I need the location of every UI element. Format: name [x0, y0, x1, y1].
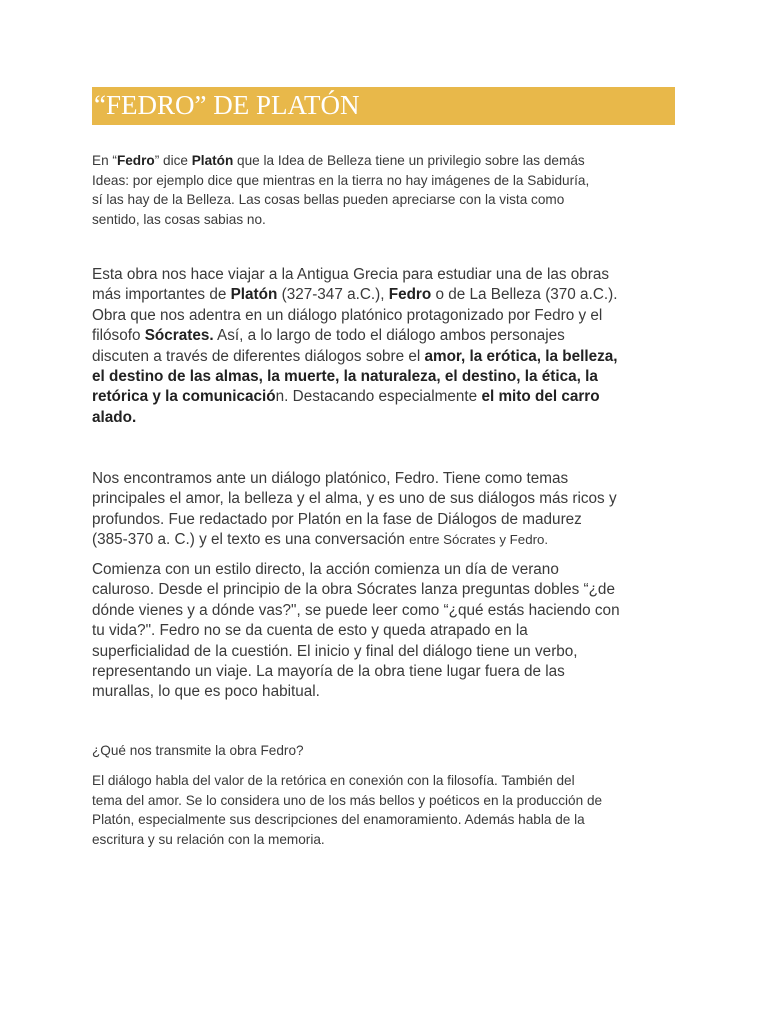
conclusion-paragraph [92, 771, 602, 849]
text-line: En “Fedro” dice Platón que la Idea de Belleza tiene un privilegio sobre las demás [92, 153, 585, 168]
text-line: Nos encontramos ante un diálogo platónico, Fedro. Tiene como temas [92, 470, 569, 487]
style-paragraph [92, 560, 620, 703]
text-line: profundos. Fue redactado por Platón en la fase de Diálogos de madurez [92, 510, 582, 528]
text-line: alado. [92, 408, 137, 426]
text-line: tu vida?". Fedro no se da cuenta de esto y queda atrapado en la [92, 622, 528, 640]
intro-paragraph [92, 151, 589, 229]
text-line: Comienza con un estilo directo, la acción comienza un día de verano [92, 561, 559, 578]
text-line: caluroso. Desde el principio de la obra Sócrates lanza preguntas dobles “¿de [92, 581, 615, 599]
text-line: Ideas: por ejemplo dice que mientras en la tierra no hay imágenes de la Sabiduría, [92, 172, 590, 188]
text-line: representando un viaje. La mayoría de la obra tiene lugar fuera de las [92, 663, 565, 681]
text-line: Platón, especialmente sus descripciones del enamoramiento. Además habla de la [92, 812, 585, 827]
text-line: sí las hay de la Belleza. Las cosas bellas pueden apreciarse con la vista como [92, 192, 565, 207]
text-line: escritura y su relación con la memoria. [92, 831, 325, 847]
title-banner [92, 87, 675, 125]
text-line: dónde vienes y a dónde vas?", se puede leer como “¿qué estás haciendo con [92, 601, 620, 619]
text-line: retórica y la comunicación. Destacando especialmente el mito del carro [92, 388, 600, 406]
text-line: murallas, lo que es poco habitual. [92, 683, 320, 701]
text-line: el destino de las almas, la muerte, la naturaleza, el destino, la ética, la [92, 368, 598, 386]
overview-paragraph [92, 265, 618, 428]
text-line: tema del amor. Se lo considera uno de los más bellos y poéticos en la producción de [92, 792, 603, 808]
text-line: sentido, las cosas sabias no. [92, 211, 266, 227]
text-line: más importantes de Platón (327-347 a.C.), Fedro o de La Belleza (370 a.C.). [92, 286, 618, 304]
section-question: ¿Qué nos transmite la obra Fedro? [92, 743, 304, 758]
text-line: (385-370 a. C.) y el texto es una conversación entre Sócrates y Fedro. [92, 531, 549, 549]
text-line: superficialidad de la cuestión. El inicio y final del diálogo tiene un verbo, [92, 642, 578, 660]
text-line: Obra que nos adentra en un diálogo platónico protagonizado por Fedro y el [92, 306, 603, 324]
text-line: filósofo Sócrates. Así, a lo largo de todo el diálogo ambos personajes [92, 327, 565, 345]
context-paragraph [92, 469, 617, 551]
document-title: “FEDRO” DE PLATÓN [94, 90, 360, 120]
text-line: Esta obra nos hace viajar a la Antigua Grecia para estudiar una de las obras [92, 266, 610, 283]
text-line: discuten a través de diferentes diálogos sobre el amor, la erótica, la belleza, [92, 347, 618, 365]
text-line: principales el amor, la belleza y el alma, y es uno de sus diálogos más ricos y [92, 490, 617, 508]
text-line: El diálogo habla del valor de la retórica en conexión con la filosofía. También del [92, 773, 575, 788]
